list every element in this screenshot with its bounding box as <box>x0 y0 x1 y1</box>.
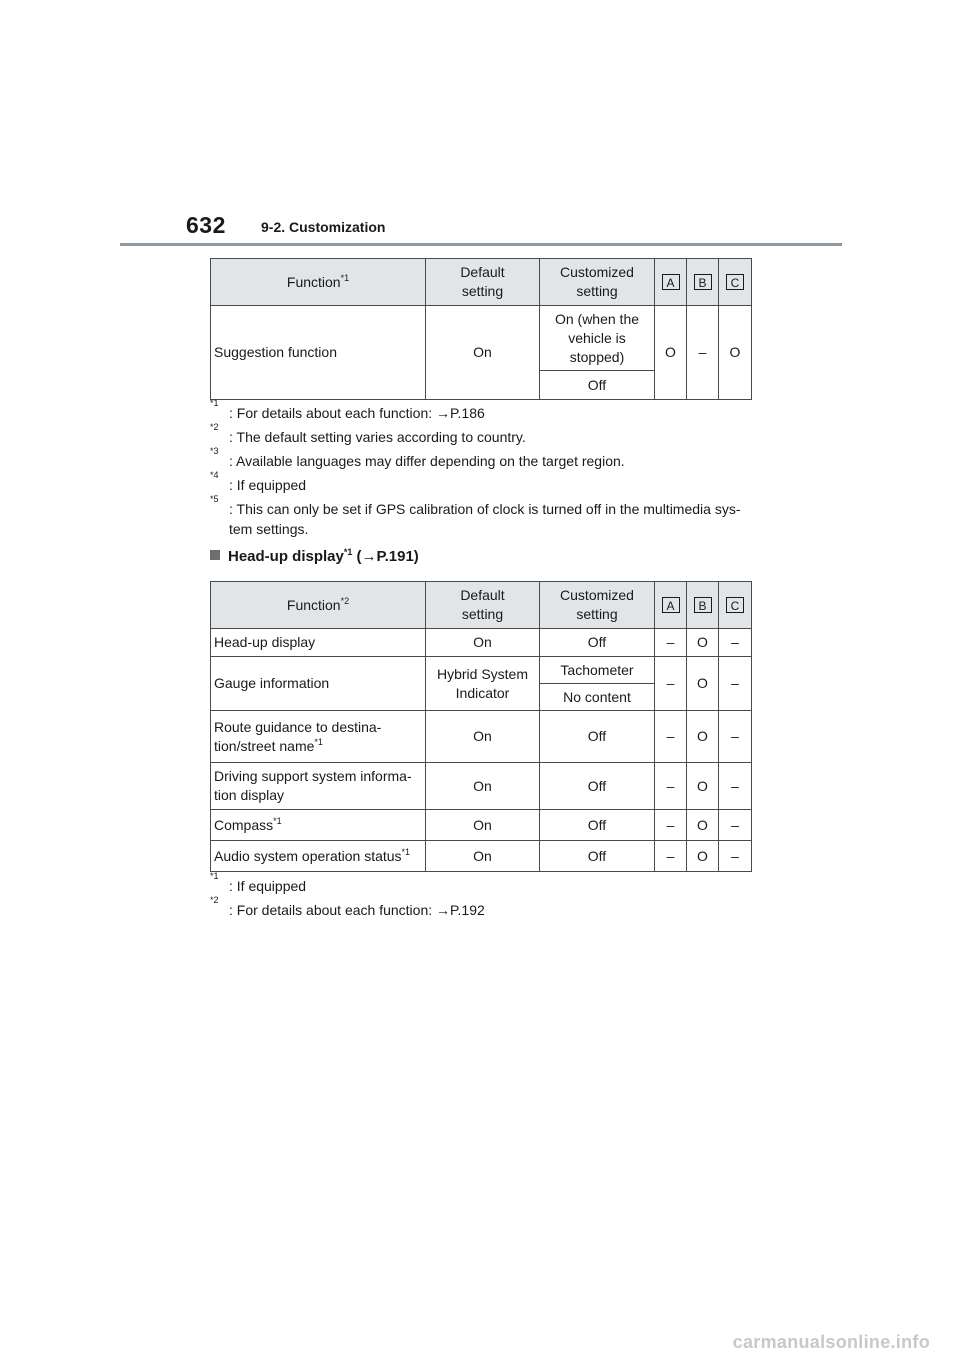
customized-cell: No content <box>540 684 655 711</box>
table-row <box>211 763 752 810</box>
column-b-cell: O <box>687 711 719 763</box>
column-a-header: A <box>655 259 687 306</box>
default-setting-header: Default setting <box>426 582 540 629</box>
column-b-header: B <box>687 259 719 306</box>
function-cell: Gauge information <box>211 657 426 711</box>
watermark: carmanualsonline.info <box>732 1332 930 1352</box>
head-up-display-table <box>210 581 752 872</box>
customized-setting-header: Customized setting <box>540 582 655 629</box>
table-row <box>211 810 752 841</box>
default-cell: On <box>426 306 540 400</box>
footnote: *3 : Available languages may differ depending on the target region. <box>210 446 625 469</box>
default-cell: On <box>426 810 540 841</box>
table-row <box>211 306 752 371</box>
default-cell: Hybrid System Indicator <box>426 657 540 711</box>
customized-cell: Off <box>540 841 655 872</box>
customized-cell: Tachometer <box>540 657 655 684</box>
customized-cell: Off <box>540 810 655 841</box>
table-row <box>211 841 752 872</box>
column-b-header: B <box>687 582 719 629</box>
function-cell: Route guidance to destina- tion/street name$^{*1}$ <box>211 711 426 763</box>
footnote: *4 : If equipped <box>210 470 307 493</box>
function-cell: Suggestion function <box>211 306 426 400</box>
square-bullet-icon <box>210 550 220 560</box>
column-a-cell: – <box>655 841 687 872</box>
column-c-cell: – <box>719 810 752 841</box>
column-a-cell: – <box>655 763 687 810</box>
table-row <box>211 711 752 763</box>
function-cell: Compass$^{*1}$ <box>211 810 426 841</box>
default-setting-header: Default setting <box>426 259 540 306</box>
column-a-cell: – <box>655 711 687 763</box>
footnote: *1 : If equipped <box>210 871 307 894</box>
column-b-cell: O <box>687 841 719 872</box>
footnotes-2 <box>210 871 750 924</box>
column-b-cell: O <box>687 629 719 657</box>
footnote: *1 : For details about each function: →P.186 <box>210 398 485 421</box>
default-cell: On <box>426 629 540 657</box>
column-c-cell: – <box>719 657 752 711</box>
table-row <box>211 657 752 684</box>
customized-cell: Off <box>540 763 655 810</box>
function-cell: Audio system operation status$^{*1}$ <box>211 841 426 872</box>
function-cell: Driving support system informa- tion display <box>211 763 426 810</box>
function-header: Function$^{*2}$ <box>211 582 426 629</box>
column-c-header: C <box>719 259 752 306</box>
footnote: *2 : For details about each function: →P.192 <box>210 895 485 918</box>
column-c-header: C <box>719 582 752 629</box>
table-row <box>211 629 752 657</box>
default-cell: On <box>426 841 540 872</box>
section-title: 9-2. Customization <box>261 219 386 235</box>
customized-cell: On (when the vehicle is stopped) <box>540 306 655 371</box>
column-a-cell: – <box>655 810 687 841</box>
column-b-cell: O <box>687 763 719 810</box>
footnotes-1 <box>210 398 750 543</box>
column-a-cell: O <box>655 306 687 400</box>
default-cell: On <box>426 711 540 763</box>
column-b-cell: O <box>687 657 719 711</box>
suggestion-settings-table <box>210 258 752 400</box>
table-header-row <box>211 582 752 629</box>
column-a-cell: – <box>655 629 687 657</box>
column-a-cell: – <box>655 657 687 711</box>
column-a-header: A <box>655 582 687 629</box>
column-c-cell: – <box>719 629 752 657</box>
head-up-display-heading: Head-up display$^{*1}$ (→P.191) <box>210 548 419 565</box>
function-cell: Head-up display <box>211 629 426 657</box>
footnote: *2 : The default setting varies according to country. <box>210 422 526 445</box>
customized-cell: Off <box>540 371 655 400</box>
column-c-cell: – <box>719 711 752 763</box>
page-number: 632 <box>186 212 226 238</box>
header-rule <box>120 243 842 246</box>
customized-setting-header: Customized setting <box>540 259 655 306</box>
customized-cell: Off <box>540 711 655 763</box>
function-header: Function$^{*1}$ <box>211 259 426 306</box>
column-b-cell: O <box>687 810 719 841</box>
column-c-cell: – <box>719 841 752 872</box>
column-c-cell: – <box>719 763 752 810</box>
customized-cell: Off <box>540 629 655 657</box>
column-c-cell: O <box>719 306 752 400</box>
table-header-row <box>211 259 752 306</box>
default-cell: On <box>426 763 540 810</box>
footnote: *5 : This can only be set if GPS calibration of clock is turned off in the multimedia sys- tem settings. <box>210 494 741 537</box>
column-b-cell: – <box>687 306 719 400</box>
